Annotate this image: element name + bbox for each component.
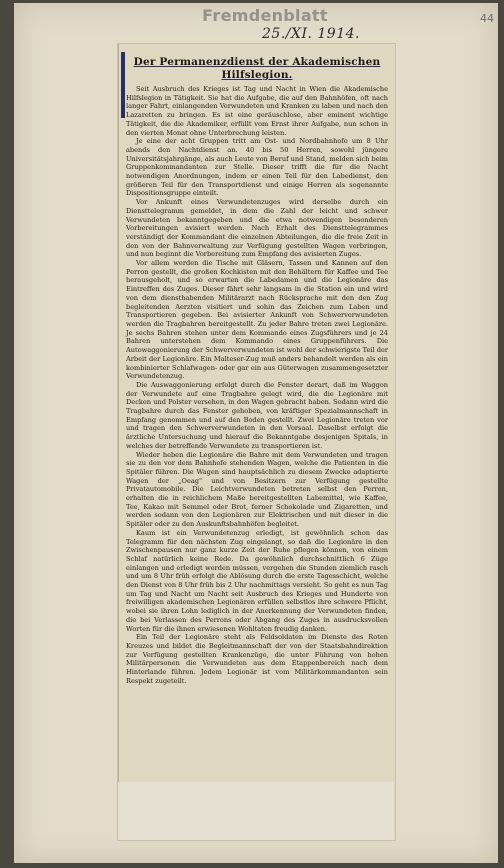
article-paragraph: Ein Teil der Legionäre steht als Feldsoldaten im Dienste des Roten Kreuzes und bildet die Begleitmannschaft der von der Staatsbahndirektion zur Verfügung gestellten Krankenzüge, die unter Führung von hohen Militärpersonen die Verwundeten aus dem Etappenbereich nach dem Hinterlande führen. Jedem Legionär ist vom Militärkommandanten sein Respekt zugeteilt.	[126, 633, 388, 685]
folio-number: 44	[480, 12, 494, 25]
article-headline: Der Permanenzdienst der Akademischen Hilfslegion.	[133, 56, 381, 81]
article-paragraph: Seit Ausbruch des Krieges ist Tag und Nacht in Wien die Akademische Hilfslegion in Tätigkeit. Sie hat die Aufgabe, die auf den Bahnhöfen, oft nach langer Fahrt, einlangenden Verwundeten und Kranken zu laben und nach den Lazaretten zu bringen. Es ist eine geräuschlose, aber eminent wichtige Tätigkeit, die die Akademiker, erfüllt vom Ernst ihrer Aufgabe, nun schon in den vierten Monat ohne Unterbrechung leisten.	[126, 85, 388, 137]
article-paragraph: Je eine der acht Gruppen tritt am Ost- und Nordbahnhofe um 8 Uhr abends den Nachtdienst an. 40 bis 50 Herren, sowohl jüngere Universitätsjahrgänge, als auch Leute von Beruf und Stand, melden sich beim Gruppenkommandanten zur Stelle. Dieser trifft die für die Nacht notwendigen Anordnungen, indem er einen Teil für den Labedienst, den größeren Teil für den Transportdienst und einige Herren als sogenannte Dispositionsgruppe einteilt.	[126, 137, 388, 198]
article	[126, 56, 388, 686]
article-paragraph: Wieder heben die Legionäre die Bahre mit dem Verwundeten und tragen sie zu den vor dem Bahnhofe stehenden Wagen, welche die Patienten in die Spitäler führen. Die Wagen sind hauptsächlich zu diesem Zwecke adaptierte Wagen der „Oeag" und von Besitzern zur Verfügung gestellte Privatautomobile. Die Leichtverwundeten betreten selbst den Perron, erhalten die in reichlichem Maße bereitgestellten Labemittel, wie Kaffee, Tee, Kakao mit Semmel oder Brot, ferner Schokolade und Zigaretten, und werden sodann von den Legionären zur Elektrischen und mit dieser in die Spitäler oder zu den Auskunftsbahnhöfen begleitet.	[126, 450, 388, 529]
clipping-overlap-strip	[118, 782, 394, 840]
article-paragraph: Vor Ankunft eines Verwundetenzuges wird derselbe durch ein Diensttelegramm gemeldet, in dem die Zahl der leicht und schwer Verwundeten bekanntgegeben und die etwa notwendigen besonderen Vorbereitungen avisiert werden. Nach Erhalt des Diensttelegrammes verständigt der Kommandant die einzelnen Abteilungen, die die freie Zeit in den von der Bahnverwaltung zur Verfügung gestellten Wagen verbringen, und nun beginnt die Vorbereitung zum Empfang des avisierten Zuges.	[126, 198, 388, 259]
handwritten-date: 25./XI. 1914.	[262, 26, 360, 42]
marker-bracket	[121, 52, 125, 118]
article-paragraph: Vor allem werden die Tische mit Gläsern, Tassen und Kannen auf den Perron gestellt, die großen Kochkisten mit den Behältern für Kaffee und Tee herausgeholt, und so erwarten die Labedamen und die Legionäre das Eintreffen des Zuges. Dieser fährt sehr langsam in die Station ein und wird von dem diensthabenden Militärarzt nach Rücksprache mit den den Zug begleitenden Aerzten visitiert und sohin das Zeichen zum Laben und Transportieren gegeben. Bei avisierter Ankunft von Schwerverwundeten werden die Tragbahren bereitgestellt. Zu jeder Bahre treten zwei Legionäre. Je sechs Bahren stehen unter dem Kommando eines Zugsführers und je 24 Bahren unterstehen dem Kommando eines Gruppenführers. Die Autowaggonierung der Schwerverwundeten ist wohl der schwierigste Teil der Arbeit der Legionäre. Ein Malteser-Zug muß anders behandelt werden als ein kombinierter Schlafwagen- oder gar ein aus Güterwagen zusammengesetzter Verwundetenzug.	[126, 259, 388, 381]
article-paragraph: Kaum ist ein Verwundetenzug erledigt, ist gewöhnlich schon das Telegramm für den nächsten Zug eingelangt, so daß die Legionäre in den Zwischenpausen nur ganz kurze Zeit der Ruhe pflegen können, von einem Schlaf natürlich keine Rede. Da gewöhnlich durchschnittlich 6 Züge einlangen und erledigt werden müssen, vergehen die Stunden ziemlich rasch und um 8 Uhr früh erfolgt die Ablösung durch die erste Tagesschicht, welche den Dienst von 8 Uhr früh bis 2 Uhr nachmittags versieht. So geht es nun Tag um Tag und Nacht um Nacht seit Ausbruch des Krieges und Hunderte von freiwilligen akademischen Legionären erfüllen selbstlos ihre schwere Pflicht, wobei sie ihren Lohn lediglich in der Anerkennung der Verwundeten finden, die bei Verlassen des Perrons oder Abgang des Zuges in ausdrucksvollen Worten für die ihnen erwiesenen Wohltaten freudig danken.	[126, 528, 388, 633]
article-paragraph: Die Auswaggonierung erfolgt durch die Fenster derart, daß im Waggon der Verwundete auf eine Tragbahre gelegt wird, die die Legionäre mit Decken und Polster versehen, in den Wagen gebracht haben. Sodann wird die Tragbahre durch das Fenster gehoben, von kräftiger Spezialmannschaft in Empfang genommen und auf den Boden gestellt. Zwei Legionäre treten vor und tragen den Schwerverwundeten in den Vorsaal. Daselbst erfolgt die ärztliche Untersuchung und hierauf die Bekanntgabe desjenigen Spitals, in welches der betreffende Verwundete zu transportieren ist.	[126, 380, 388, 450]
article-body	[126, 85, 388, 686]
newspaper-stamp: Fremdenblatt	[202, 6, 328, 25]
